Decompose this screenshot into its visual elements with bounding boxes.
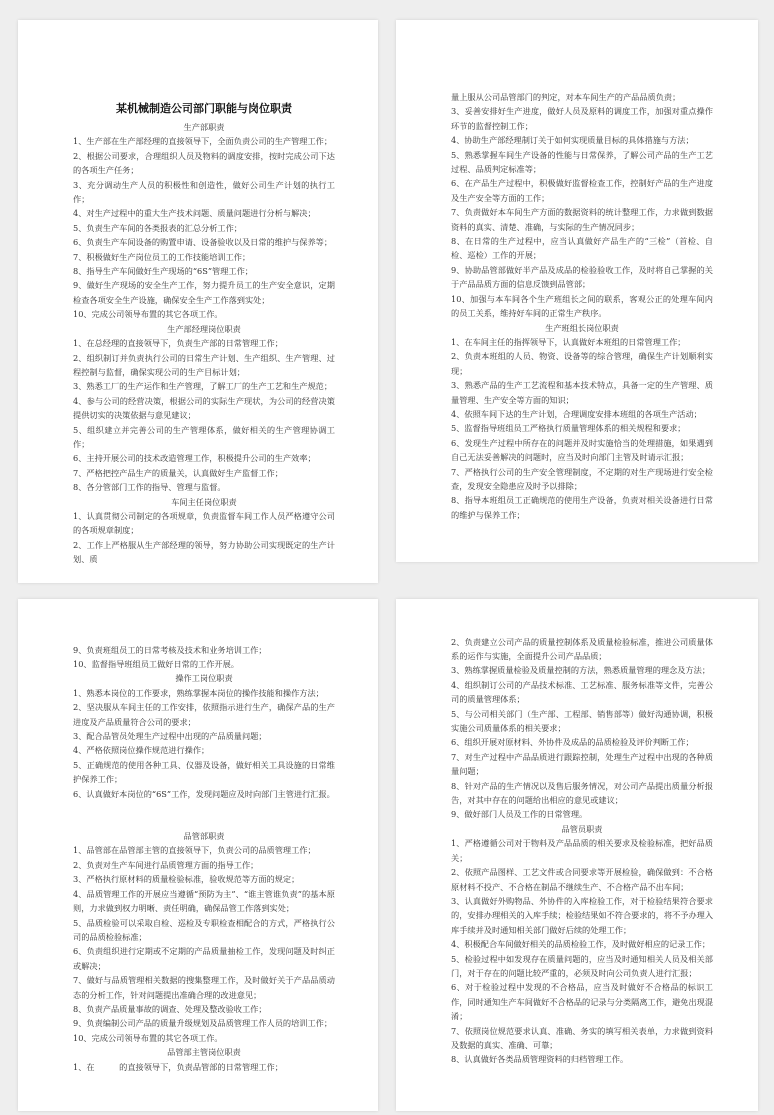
duty-item: 8、指导本班组员工正确规范的使用生产设备，负责对相关设备进行日常的维护与保养工作；: [451, 495, 713, 520]
duty-item: 1、在 的直接领导下，负责品管部的日常管理工作；: [73, 1061, 283, 1072]
duty-item: 3、熟练掌握质量检验及质量控制的方法，熟悉质量管理的理念及方法；: [451, 665, 711, 676]
section-heading: 生产部职责: [183, 122, 225, 132]
duty-item: 7、严格把控产品生产的质量关，认真做好生产监督工作；: [73, 467, 283, 478]
document-page-4: [396, 599, 758, 1111]
duty-item: 3、充分调动生产人员的积极性和创造性，做好公司生产计划的执行工作；: [73, 179, 335, 205]
duty-item: 10、加强与本车间各个生产班组长之间的联系，客观公正的处理车间内的员工关系，维持好车间的正常生产秩序。: [451, 293, 713, 319]
duty-item: 5、正确规范的使用各种工具、仪器及设备，做好相关工具设施的日常维护保养工作；: [73, 759, 335, 785]
duty-item: 1、认真贯彻公司制定的各项规章，负责监督车间工作人员严格遵守公司的各项规章制度；: [73, 510, 335, 536]
duty-item: 10、完成公司领导布置的其它各项工作。: [73, 1032, 223, 1043]
duty-item: 8、各分管部门工作的指导、管理与监督。: [73, 482, 226, 493]
duty-item: 6、负责生产车间设备的购置申请、设备验收以及日常的维护与保养等；: [73, 237, 333, 248]
duty-item: 2、负责对生产车间进行品质管理方面的指导工作；: [73, 859, 259, 870]
duty-item: 2、根据公司要求，合理组织人员及物料的调度安排，按时完成公司下达的各项生产任务；: [73, 150, 335, 176]
duty-item: 8、在日常的生产过程中，应当认真做好产品生产的“三检”（首检、自检、巡检）工作的开展；: [451, 236, 713, 261]
section-heading: 品管部职责: [183, 831, 225, 842]
duty-item: 9、做好部门人员及工作的日常管理。: [451, 809, 588, 820]
duty-item: 1、在车间主任的指挥领导下，认真做好本班组的日常管理工作；: [451, 336, 686, 347]
duty-item: 7、负责做好本车间生产方面的数据资料的统计整理工作，力求做到数据资料的真实、清楚、准确，与实际的生产情况同步；: [451, 207, 713, 232]
duty-item: 8、针对产品的生产情况以及售后服务情况，对公司产品提出质量分析报告，对其中存在的问题给出相应的意见或建议；: [451, 780, 713, 806]
duty-item: 7、对生产过程中产品品质进行跟踪控制，处理生产过程中出现的各种质量问题；: [451, 751, 713, 777]
duty-item: 6、发现生产过程中所存在的问题并及时实施恰当的处理措施，如果遇到自己无法妥善解决的问题时，应当及时向部门主管及时请示汇报；: [451, 437, 713, 463]
duty-item: 7、积极做好生产岗位员工的工作技能培训工作；: [73, 251, 251, 262]
duty-item: 3、严格执行原材料的质量检验标准，验收规范等方面的规定；: [73, 874, 300, 885]
duty-item: 3、熟悉产品的生产工艺流程和基本技术特点，具备一定的生产管理、质量管理、生产安全等方面的知识；: [451, 380, 713, 405]
duty-item: 9、负责编制公司产品的质量升级规划及品质管理工作人员的培训工作；: [73, 1018, 333, 1029]
duty-item: 6、主持开展公司的技术改造管理工作，积极提升公司的生产效率；: [73, 453, 316, 464]
page-content: [451, 635, 713, 1067]
duty-item: 5、负责生产车间的各类报表的汇总分析工作；: [73, 222, 242, 233]
duty-item: 2、工作上严格服从生产部经理的领导，努力协助公司实现既定的生产计划、质: [73, 539, 335, 565]
duty-item: 3、配合品管员处理生产过程中出现的产品质量问题；: [73, 731, 267, 742]
duty-item: 5、检验过程中如发现存在质量问题的，应当及时通知相关人员及相关部门，对于存在的问题比较严重的，必须及时向公司负责人进行汇报；: [451, 953, 713, 978]
duty-item: 4、参与公司的经营决策，根据公司的实际生产现状，为公司的经营决策提供切实的决策依据与意见建议；: [73, 395, 335, 421]
duty-item: 2、负责建立公司产品的质量控制体系及质量检验标准，推进公司质量体系的运作与实施，全面提升公司产品品质；: [451, 636, 713, 661]
duty-item: 6、负责组织进行定期或不定期的产品质量抽检工作，发现问题及时纠正或解决；: [73, 946, 335, 971]
document-page-1: [18, 20, 378, 583]
duty-item: 5、组织建立并完善公司的生产管理体系，做好相关的生产管理协调工作；: [73, 424, 335, 449]
duty-item: 3、熟悉工厂的生产运作和生产管理，了解工厂的生产工艺和生产规范；: [73, 381, 333, 392]
document-page-2: [396, 20, 758, 562]
duty-item: 5、监督指导班组员工严格执行质量管理体系的相关规程和要求；: [451, 423, 686, 434]
duty-item: 5、与公司相关部门（生产部、工程部、销售部等）做好沟通协调，积极实施公司质量体系的相关要求；: [451, 708, 713, 734]
duty-item: 1、生产部在生产部经理的直接领导下，全面负责公司的生产管理工作；: [73, 136, 333, 147]
duty-item: 9、做好生产现场的安全生产工作，努力提升员工的生产安全意识，定期检查各项安全生产设施，确保安全生产工作落到实处；: [73, 280, 335, 305]
duty-item: 2、负责本班组的人员、物资、设备等的综合管理，确保生产计划顺利实现；: [451, 351, 713, 376]
spacer: [73, 801, 335, 829]
duty-item: 2、依照产品图样、工艺文件或合同要求等开展检验，确保做到：不合格原材料不投产、不合格在制品不继续生产、不合格产品不出车间；: [451, 867, 713, 892]
duty-item: 7、依照岗位规范要求认真、准确、务实的填写相关表单，力求做到资料及数据的真实、准确、可靠；: [451, 1025, 713, 1050]
section-heading: 生产班组长岗位职责: [545, 322, 619, 333]
duty-item: 6、组织开展对原材料、外协件及成品的品质检验及评价判断工作；: [451, 737, 694, 748]
duty-item: 2、组织制订并负责执行公司的日常生产计划、生产组织、生产管理、过程控制与监督，确保实现公司的生产目标计划；: [73, 352, 335, 377]
document-page-3: [18, 599, 378, 1111]
duty-item: 10、监督指导班组员工做好日常的工作开展。: [73, 659, 239, 669]
page-content: [451, 90, 713, 522]
document-title: 某机械制造公司部门职能与岗位职责: [116, 102, 292, 115]
duty-item: 4、组织制订公司的产品技术标准、工艺标准、服务标准等文件，完善公司的质量管理体系；: [451, 679, 713, 705]
duty-item: 1、熟悉本岗位的工作要求，熟练掌握本岗位的操作技能和操作方法；: [73, 687, 324, 698]
duty-item: 4、依照车间下达的生产计划，合理调度安排本班组的各项生产活动；: [451, 408, 702, 419]
page-content: [73, 100, 335, 567]
section-heading: 操作工岗位职责: [175, 673, 233, 684]
duty-item: 8、指导生产车间做好生产现场的“6S”管理工作；: [73, 266, 253, 277]
duty-item: 4、品质管理工作的开展应当遵循“预防为主”、“谁主管谁负责”的基本原则，力求做到权力明晰、责任明确，确保品管工作落到实处；: [73, 888, 335, 914]
duty-item: 5、熟悉掌握车间生产设备的性能与日常保养，了解公司产品的生产工艺过程、品质判定标准等；: [451, 149, 713, 175]
page-content: [73, 643, 335, 1074]
duty-item: 3、认真做好外购物品、外协件的入库检验工作，对于检验结果符合要求的，安排办理相关的入库手续；检验结果如不符合要求的，将不予办理入库手续并及时通知相关部门做好后续的处理工作；: [451, 895, 714, 935]
duty-item: 2、坚决服从车间主任的工作安排，依照指示进行生产，确保产品的生产进度及产品质量符合公司的要求；: [73, 702, 335, 727]
duty-item: 1、品管部在品管部主管的直接领导下，负责公司的品质管理工作；: [73, 845, 316, 856]
duty-item: 10、完成公司领导布置的其它各项工作。: [73, 309, 223, 320]
duty-item: 7、做好与品质管理相关数据的搜集整理工作，及时做好关于产品品质动态的分析工作，针对问题提出准确合理的改进意见；: [73, 975, 335, 1000]
duty-item: 8、认真做好各类品质管理资料的归档管理工作。: [451, 1054, 629, 1065]
duty-item: 7、严格执行公司的生产安全管理制度，不定期的对生产现场进行安全检查，发现安全隐患应及时予以排除；: [451, 466, 713, 491]
duty-item: 4、积极配合车间做好相关的品质检验工作，及时做好相应的记录工作；: [451, 939, 711, 950]
duty-item: 量上服从公司品管部门的判定，对本车间生产的产品品质负责；: [451, 92, 681, 102]
section-heading: 品管员职责: [561, 823, 603, 834]
duty-item: 1、严格遵循公司对于物料及产品品质的相关要求及检验标准，把好品质关；: [451, 838, 713, 863]
duty-item: 3、妥善安排好生产进度，做好人员及原料的调度工作，加强对重点操作环节的监督控制工作；: [451, 106, 713, 131]
section-heading: 车间主任岗位职责: [171, 496, 237, 507]
duty-item: 4、协助生产部经理制订关于如何实现质量目标的具体措施与方法；: [451, 135, 694, 146]
duty-item: 5、品质检验可以采取自检、巡检及专职检查相配合的方式，严格执行公司的品质检验标准；: [73, 917, 335, 942]
section-heading: 生产部经理岗位职责: [167, 323, 241, 334]
duty-item: 9、负责班组员工的日常考核及技术和业务培训工作；: [73, 644, 267, 655]
section-heading: 品管部主管岗位职责: [167, 1047, 241, 1058]
duty-item: 8、负责产品质量事故的调查、处理及整改验收工作；: [73, 1003, 267, 1014]
duty-item: 6、对于检验过程中发现的不合格品，应当及时做好不合格品的标识工作，同时通知生产车间做好不合格品的记录与分类隔离工作，避免出现混淆；: [451, 982, 714, 1022]
duty-item: 6、在产品生产过程中，积极做好监督检查工作，控制好产品的生产进度及生产安全等方面的工作；: [451, 178, 713, 203]
duty-item: 6、认真做好本岗位的“6S”工作，发现问题应及时向部门主管进行汇报。: [73, 788, 335, 799]
duty-item: 4、对生产过程中的重大生产技术问题、质量问题进行分析与解决；: [73, 208, 316, 219]
duty-item: 1、在总经理的直接领导下，负责生产部的日常管理工作；: [73, 338, 283, 349]
duty-item: 4、严格依照岗位操作规范进行操作；: [73, 745, 210, 756]
duty-item: 9、协助品管部做好半产品及成品的检验验收工作，及时将自己掌握的关于产品品质方面的信息反馈到品管部；: [451, 264, 713, 290]
